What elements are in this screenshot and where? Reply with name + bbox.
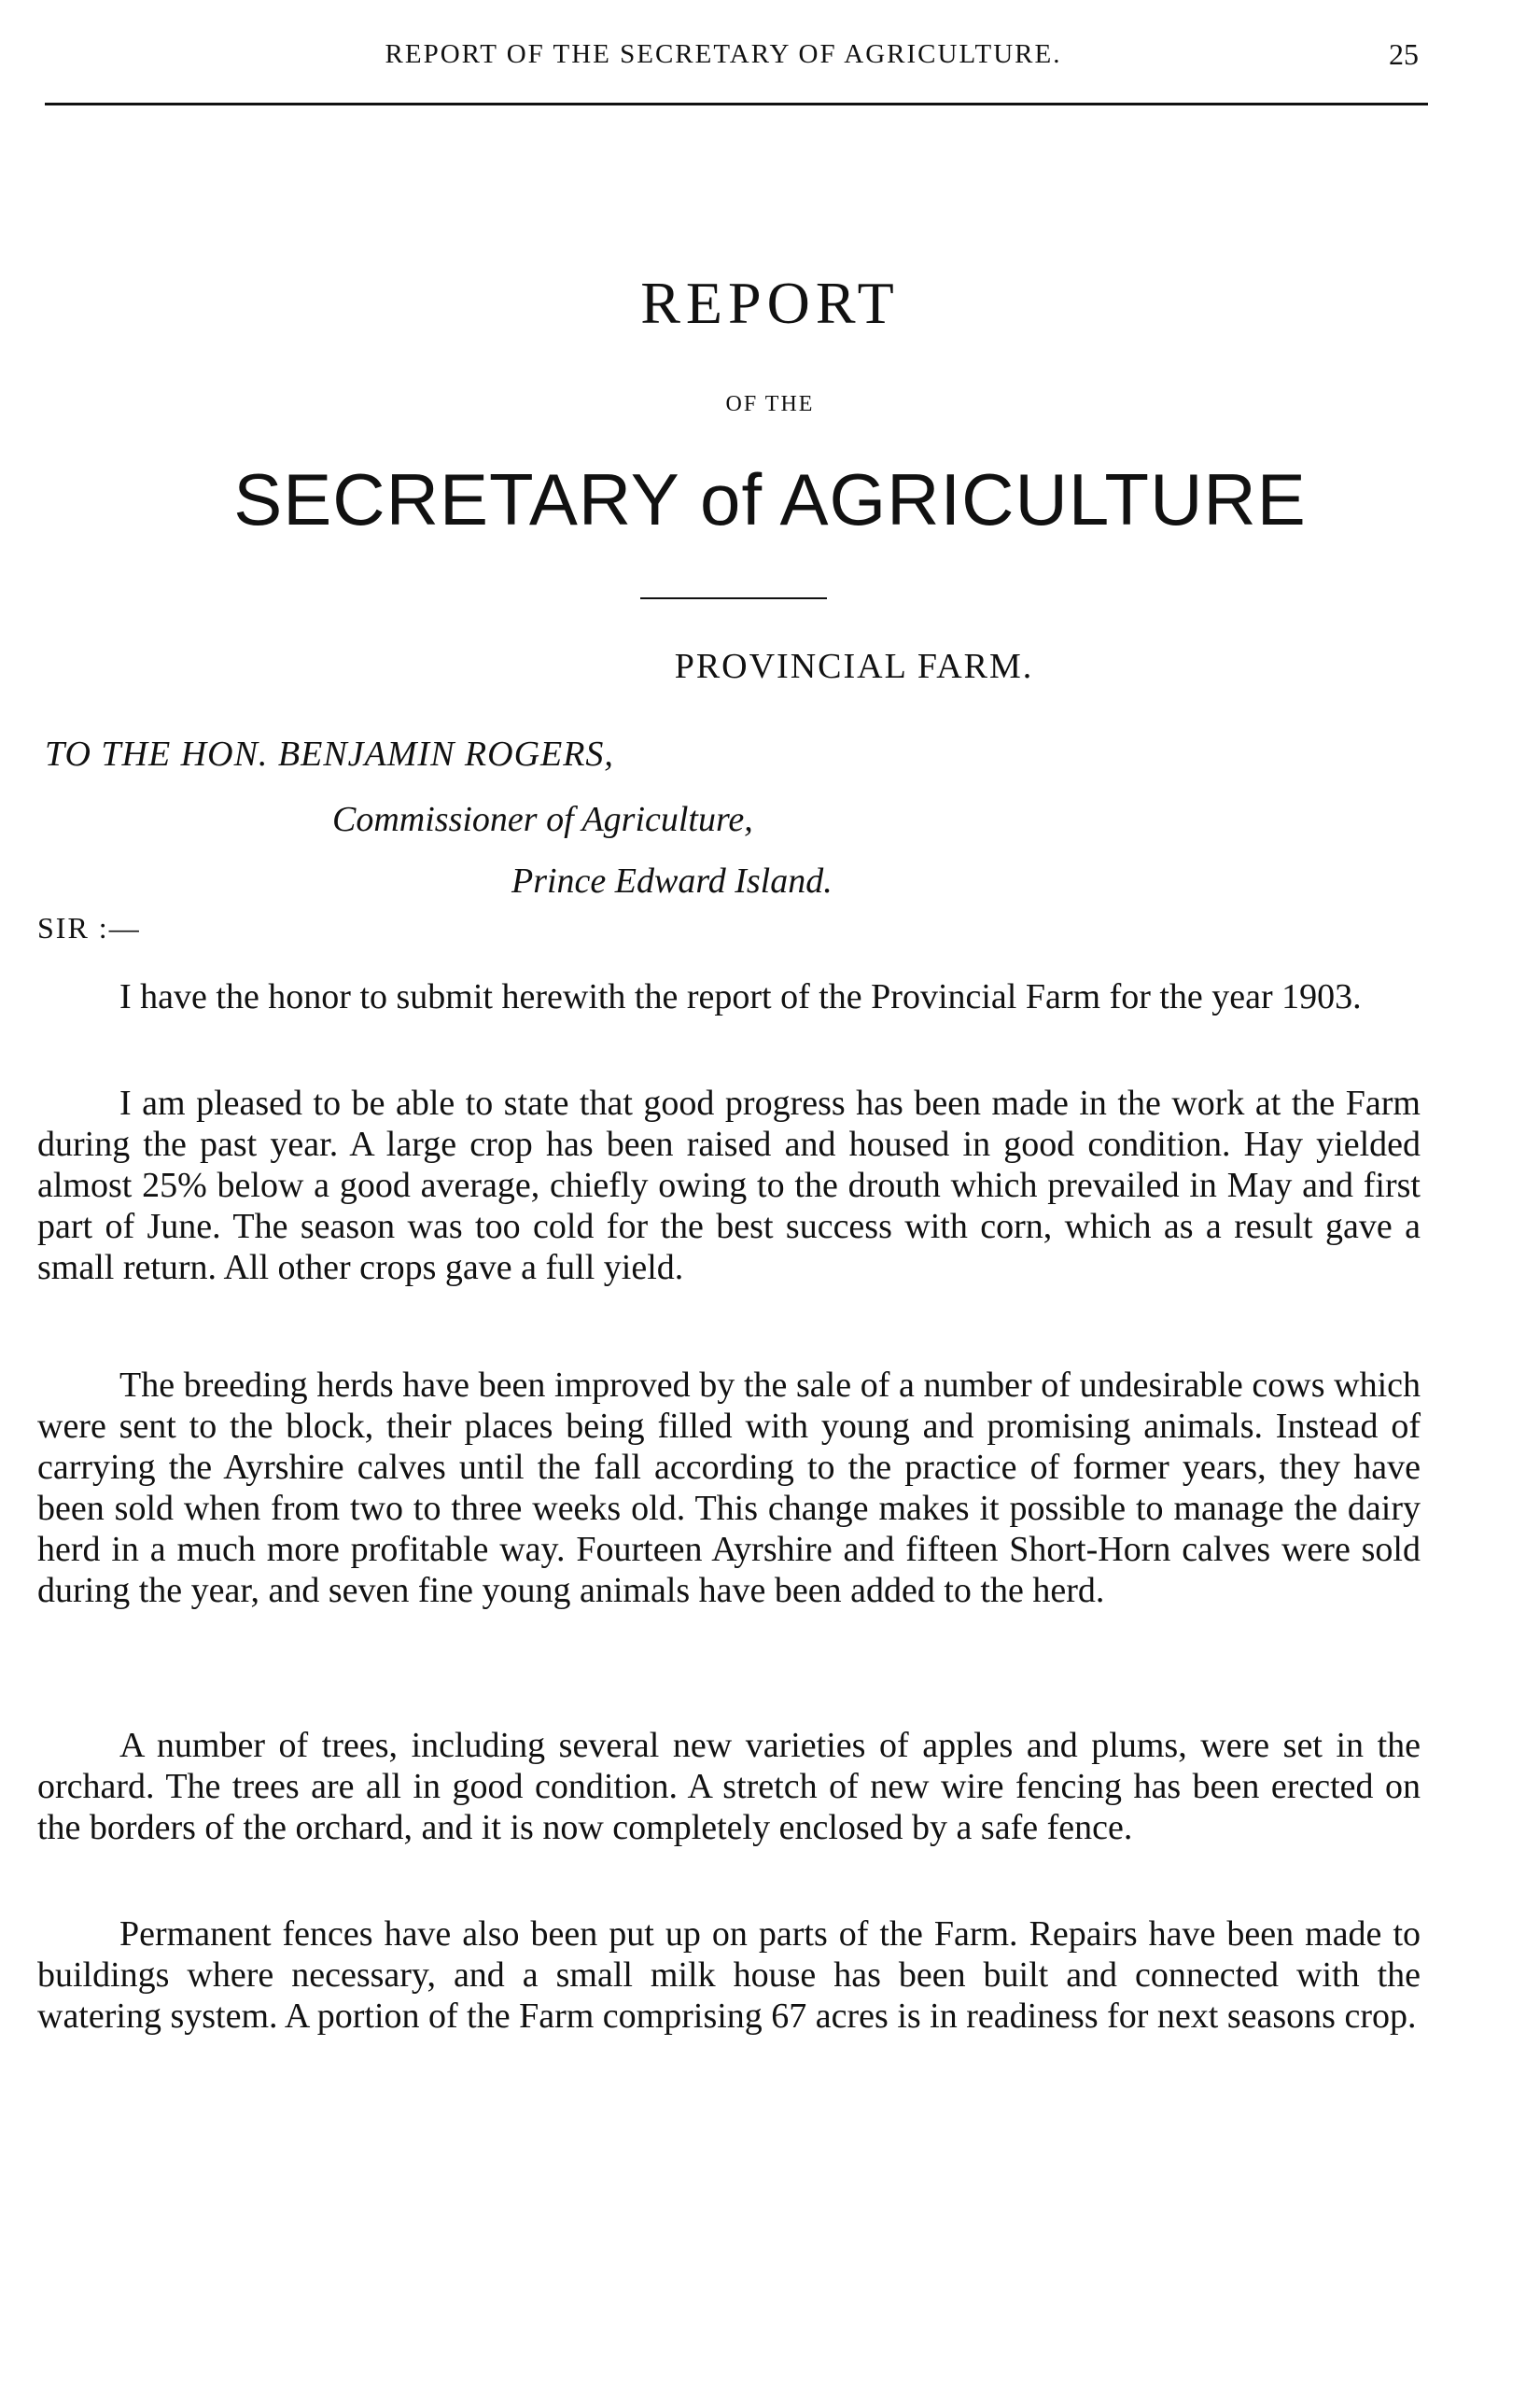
paragraph: A number of trees, including several new varieties of apples and plums, were set in the orchard. The trees are all in good condition. A stretch of new wire fencing has been erected on the borders of the orchard, and it is now completely enclosed by a safe fence.: [37, 1726, 1421, 1847]
address-line-place: Prince Edward Island.: [511, 862, 833, 901]
salutation: SIR :—: [37, 911, 141, 945]
section-heading: PROVINCIAL FARM.: [674, 647, 1034, 686]
running-header: REPORT OF THE SECRETARY OF AGRICULTURE.: [385, 39, 1062, 69]
title-of-the: OF THE: [725, 392, 815, 416]
title-report: REPORT: [640, 270, 900, 336]
page-number: 25: [1389, 37, 1419, 71]
address-line-title: Commissioner of Agriculture,: [332, 800, 753, 839]
address-line-recipient: TO THE HON. BENJAMIN ROGERS,: [45, 735, 614, 774]
header-rule: [45, 103, 1428, 105]
paragraph: Permanent fences have also been put up on parts of the Farm. Repairs have been made to buildings where necessary, and a small milk house has been built and connected with the watering system. A portion of the Farm comprising 67 acres is in readiness for next seasons crop.: [37, 1914, 1421, 2036]
title-main: SECRETARY of AGRICULTURE: [233, 458, 1307, 540]
paragraph: The breeding herds have been improved by the sale of a number of undesirable cows which were sent to the block, their places being filled with young and promising animals. Instead of carrying the Ayrshire calves until the fall according to the practice of former years, they have been sold when from two to three weeks old. This change makes it possible to manage the dairy herd in a much more profitable way. Fourteen Ayrshire and fifteen Short-Horn calves were sold during the year, and seven fine young animals have been added to the herd.: [37, 1366, 1421, 1610]
title-rule: [640, 597, 827, 599]
paragraph: I have the honor to submit herewith the report of the Provincial Farm for the year 1903.: [119, 977, 1362, 1016]
paragraph: I am pleased to be able to state that good progress has been made in the work at the Farm during the past year. A large crop has been raised and housed in good condition. Hay yielded almost 25% below a good average, chiefly owing to the drouth which prevailed in May and first part of June. The season was too cold for the best success with corn, which as a result gave a small return. All other crops gave a full yield.: [37, 1084, 1421, 1287]
